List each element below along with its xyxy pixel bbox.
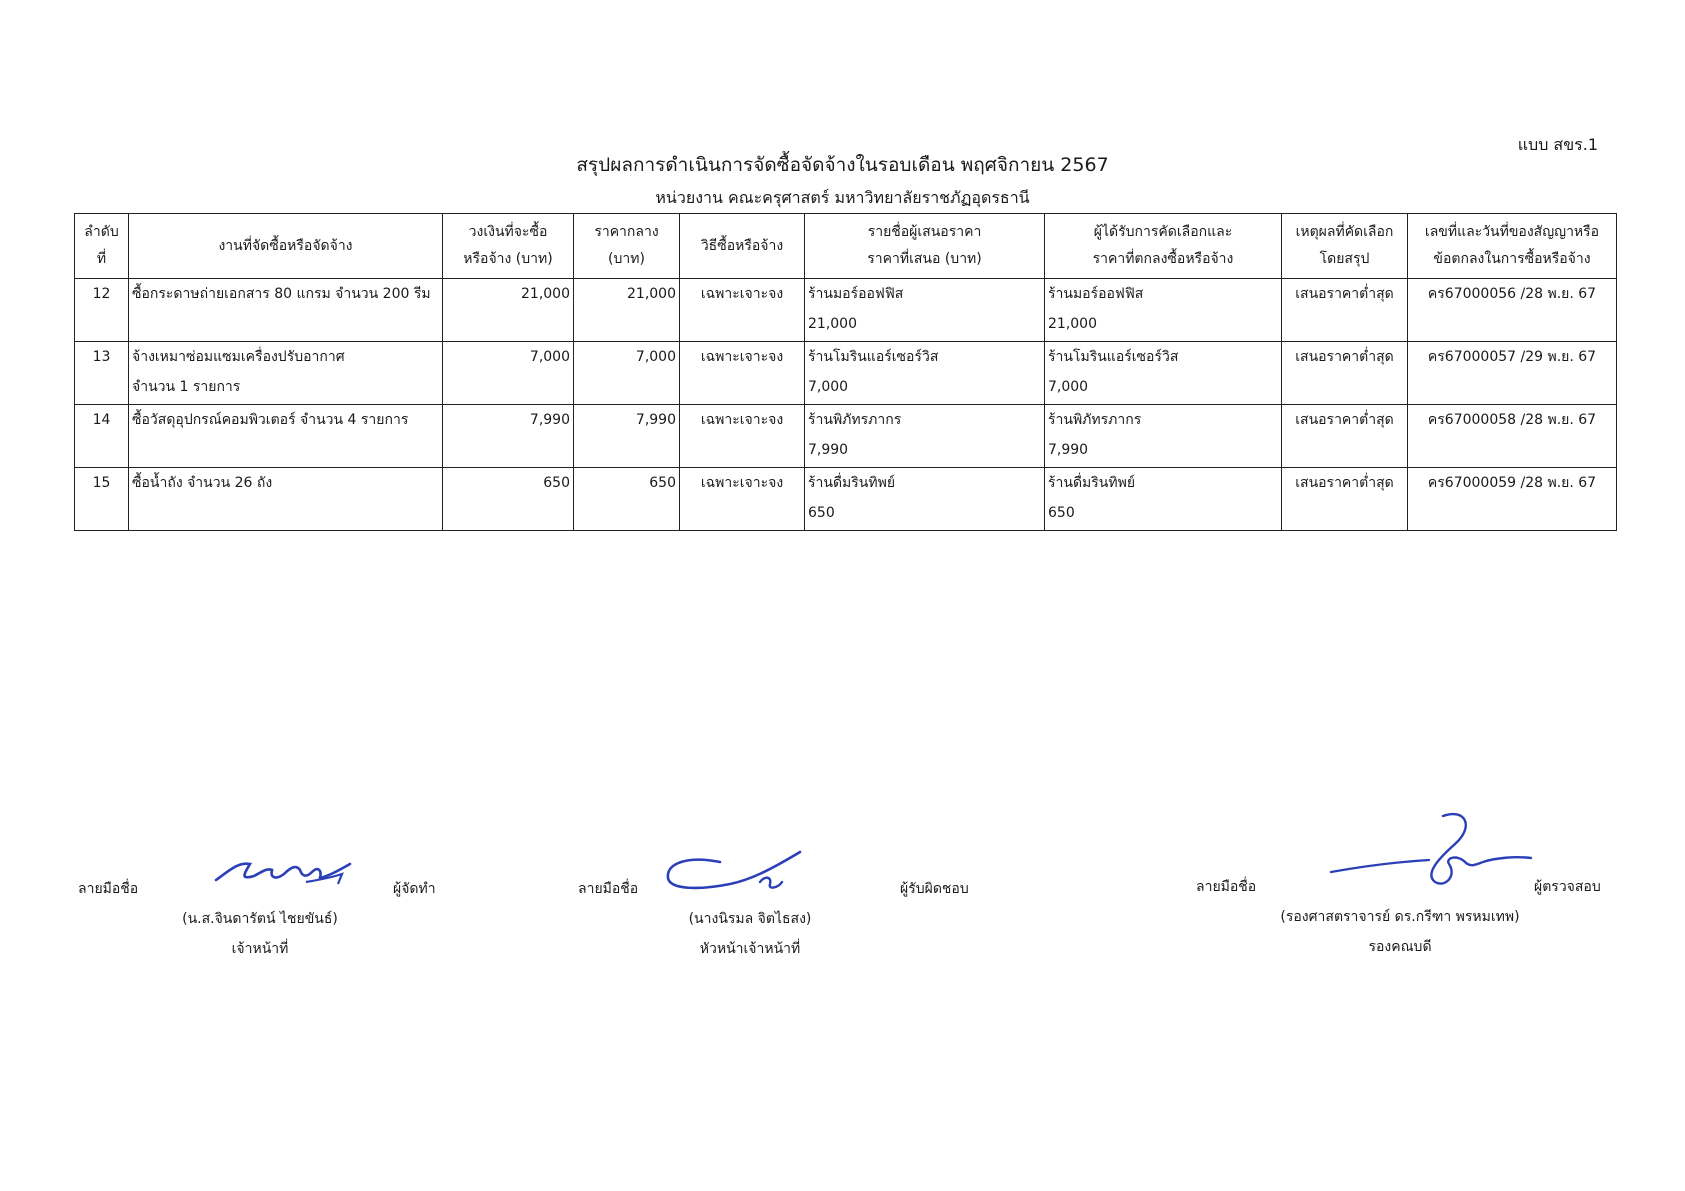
form-code: แบบ สขร.1 [1517,135,1598,154]
row-contract: คร67000057 /29 พ.ย. 67 [1427,349,1597,365]
row-bidder: ร้านมอร์ออฟฟิส [808,286,904,302]
row-item: ซื้อกระดาษถ่ายเอกสาร 80 แกรม จำนวน 200 รีม [132,286,431,302]
row-no: 13 [92,349,111,365]
header-bidders: รายชื่อผู้เสนอราคา ราคาที่เสนอ (บาท) [805,214,1045,279]
header-budget: วงเงินที่จะซื้อ หรือจ้าง (บาท) [443,214,574,279]
row-bidder: ร้านดื่มรินทิพย์ [808,475,896,491]
row-bid-price: 7,990 [808,442,849,458]
row-median-price: 21,000 [627,286,676,302]
signature-position: เจ้าหน้าที่ [231,941,289,957]
row-selected-price: 7,990 [1048,442,1089,458]
row-bid-price: 650 [808,505,835,521]
row-contract: คร67000058 /28 พ.ย. 67 [1427,412,1597,428]
signature-position: รองคณบดี [1368,939,1432,955]
signature-label: ลายมือชื่อ [578,881,639,897]
header-method: วิธีซื้อหรือจ้าง [680,214,805,279]
row-no: 14 [92,412,111,428]
row-bidder: ร้านโมรินแอร์เซอร์วิส [808,349,939,365]
signature-name: (นางนิรมล จิตไธสง) [688,911,812,927]
table-row: 13 จ้างเหมาซ่อมแซมเครื่องปรับอากาศ จำนวน 1 รายการ 7,000 7,000 เฉพาะเจาะจง ร้านโมรินแอร์เซอร์วิส 7,000 ร้านโมรินแอร์เซอร์วิส 7,000 เสนอราคาต่ำสุด คร67000057 /29 พ.ย. 67 [75,342,1617,405]
header-item: งานที่จัดซื้อหรือจัดจ้าง [129,214,443,279]
row-method: เฉพาะเจาะจง [700,475,784,491]
row-reason: เสนอราคาต่ำสุด [1295,475,1394,491]
row-selected: ร้านโมรินแอร์เซอร์วิส [1048,349,1179,365]
signature-image [1325,810,1535,895]
table-row [75,279,1617,342]
row-median-price: 650 [649,475,676,491]
signature-image [210,850,360,896]
signature-role: ผู้รับผิดชอบ [900,881,969,897]
document-subtitle: หน่วยงาน คณะครุศาสตร์ มหาวิทยาลัยราชภัฏอุดรธานี [655,188,1030,207]
header-reason: เหตุผลที่คัดเลือก โดยสรุป [1282,214,1408,279]
row-bid-price: 7,000 [808,379,849,395]
row-item: ซื้อวัสดุอุปกรณ์คอมพิวเตอร์ จำนวน 4 รายการ [132,412,409,428]
row-contract: คร67000056 /28 พ.ย. 67 [1427,286,1597,302]
row-bid-price: 21,000 [808,316,857,332]
signature-label: ลายมือชื่อ [78,881,139,897]
row-selected-price: 650 [1048,505,1075,521]
row-method: เฉพาะเจาะจง [700,349,784,365]
row-item: ซื้อน้ำถัง จำนวน 26 ถัง [132,475,273,491]
row-median-price: 7,000 [635,349,676,365]
signature-name: (รองศาสตราจารย์ ดร.กรีฑา พรหมเทพ) [1280,909,1520,925]
signature-role: ผู้จัดทำ [393,881,436,897]
signature-position: หัวหน้าเจ้าหน้าที่ [699,941,801,957]
row-reason: เสนอราคาต่ำสุด [1295,349,1394,365]
signature-role: ผู้ตรวจสอบ [1534,879,1601,895]
table-header-row [75,214,1617,279]
row-method: เฉพาะเจาะจง [700,286,784,302]
row-budget: 650 [543,475,570,491]
signature-image [660,850,810,900]
signature-name: (น.ส.จินดารัตน์ ไชยขันธ์) [182,911,338,927]
header-no: ลำดับ ที่ [75,214,129,279]
row-selected: ร้านดื่มรินทิพย์ [1048,475,1136,491]
row-contract: คร67000059 /28 พ.ย. 67 [1427,475,1597,491]
row-budget: 21,000 [521,286,570,302]
row-method: เฉพาะเจาะจง [700,412,784,428]
row-selected-price: 7,000 [1048,379,1089,395]
signature-label: ลายมือชื่อ [1196,879,1257,895]
row-median-price: 7,990 [635,412,676,428]
document-title: สรุปผลการดำเนินการจัดซื้อจัดจ้างในรอบเดือน พฤศจิกายน 2567 [576,154,1109,176]
row-selected: ร้านพิภัทรภากร [1048,412,1142,428]
table-row [75,468,1617,531]
row-selected-price: 21,000 [1048,316,1097,332]
row-budget: 7,000 [529,349,570,365]
row-no: 15 [92,475,111,491]
header-contract: เลขที่และวันที่ของสัญญาหรือ ข้อตกลงในการซื้อหรือจ้าง [1408,214,1617,279]
header-selected: ผู้ได้รับการคัดเลือกและ ราคาที่ตกลงซื้อหรือจ้าง [1045,214,1282,279]
row-selected: ร้านมอร์ออฟฟิส [1048,286,1144,302]
row-reason: เสนอราคาต่ำสุด [1295,286,1394,302]
procurement-table [74,213,1617,531]
table-row [75,405,1617,468]
row-budget: 7,990 [529,412,570,428]
row-bidder: ร้านพิภัทรภากร [808,412,902,428]
row-reason: เสนอราคาต่ำสุด [1295,412,1394,428]
row-item: จ้างเหมาซ่อมแซมเครื่องปรับอากาศ [132,349,345,365]
row-no: 12 [92,286,111,302]
header-median-price: ราคากลาง (บาท) [574,214,680,279]
